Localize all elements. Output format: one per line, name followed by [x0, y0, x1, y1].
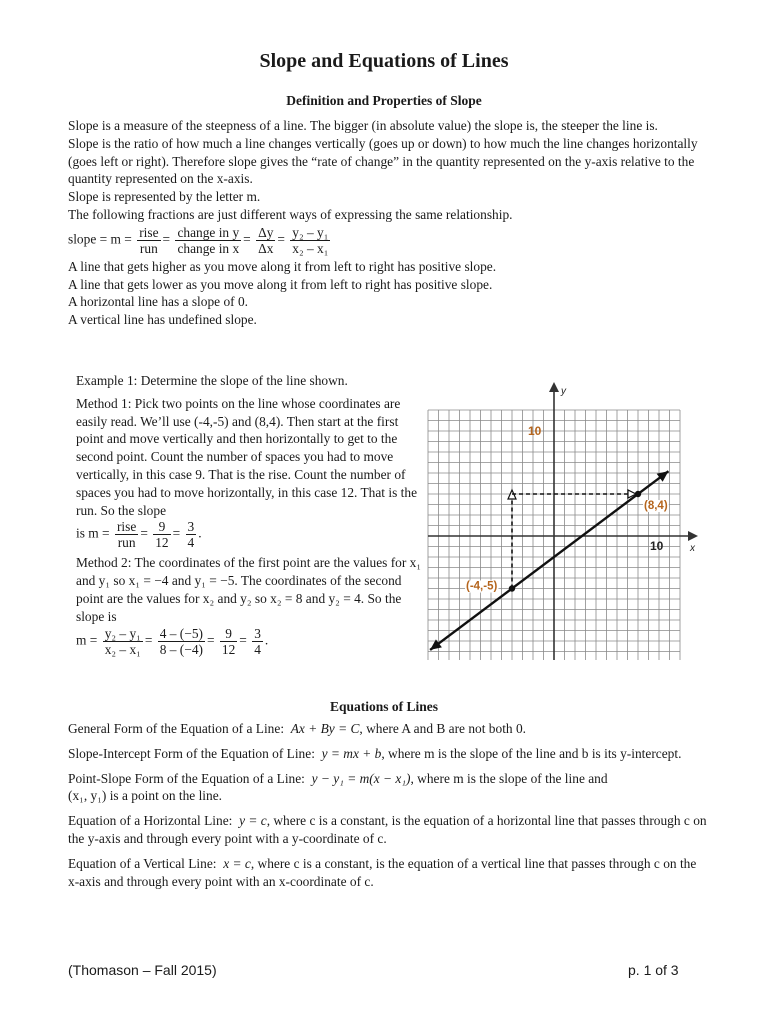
point-2 — [635, 491, 641, 497]
slope-formula: slope = m = rise run = change in y change in x = $\frac{\Delta y}{\Delta x}$ = $\frac{\text{y₂ – y₁}}{\text{x₂ – x₁}}$ — [68, 224, 329, 256]
slope-definition — [68, 117, 708, 329]
graph-marks — [430, 471, 669, 650]
footer-author: (Thomason – Fall 2015) — [68, 962, 217, 978]
section-heading-slope: Definition and Properties of Slope — [286, 93, 482, 108]
paragraph-6: A line that gets lower as you move along it from left to right has positive slope. — [68, 276, 493, 292]
paragraph-5: A line that gets higher as you move along it from left to right has positive slope. — [68, 258, 497, 274]
y-axis-label: y — [561, 386, 566, 397]
footer-page-number: p. 1 of 3 — [628, 962, 679, 978]
example-1 — [76, 372, 424, 657]
point-slope-form: Point-Slope Form of the Equation of a Line: y − y₁ = m(x − x₁), where m is the slope of the line and (x₁, y₁) is a point on the line. — [68, 770, 608, 804]
point-2-label: (8,4) — [644, 500, 668, 512]
fraction-change: change in y change in x — [177, 224, 240, 256]
point-1-label: (-4,-5) — [466, 580, 498, 593]
y-axis-arrow-icon — [549, 382, 559, 392]
paragraph-1: Slope is a measure of the steepness of a line. The bigger (in absolute value) the slope is, the steeper the line is. — [68, 118, 658, 133]
page-title: Slope and Equations of Lines — [259, 50, 509, 72]
vertical-line-equation: Equation of a Vertical Line: x = c, where c is a constant, is the equation of a vertical line that passes through c on the x-axis and through every point with an x-coordinate of c. — [68, 855, 697, 889]
paragraph-2: Slope is the ratio of how much a line changes vertically (goes up or down) to how much the line changes horizontally (goes left or right). Therefore slope gives the “rate of change” in the quantity represented on the y-axis relative to the quantity represented on the x-axis. — [68, 135, 698, 187]
horizontal-line-equation: Equation of a Horizontal Line: y = c, where c is a constant, is the equation of a horizontal line that passes through c on the y-axis and through every point with a y-coordinate of c. — [68, 813, 707, 846]
general-form: General Form of the Equation of a Line: Ax + By = C, where A and B are not both 0. — [68, 721, 526, 736]
x-axis-label: x — [690, 543, 695, 554]
section-heading-equations: Equations of Lines — [329, 699, 439, 714]
equations-list — [68, 720, 708, 890]
point-1 — [509, 585, 515, 591]
paragraph-3: Slope is represented by the letter m. — [68, 189, 261, 205]
method-2: Method 2: The coordinates of the first point are the values for x₁ and y₁ so x₁ = −4 and y₁ = −5. The coordinates of the second point are the values for x₂ and y₂ so x₂ = 8 and y₂ = 4. So the slope is — [76, 555, 422, 624]
paragraph-7: A horizontal line has a slope of 0. — [68, 294, 248, 310]
method-2-formula: m = $\frac{\text{y₂ – y₁}}{\text{x₂ – x₁}}$ = $\frac{4 - (-5)}{8 - (-4)}$ = $\frac{9}{12}$ = $\frac{3}{4}$ . — [76, 625, 269, 657]
y-tick-label: 10 — [528, 424, 542, 438]
x-axis-arrow-icon — [688, 531, 698, 541]
method-1: Method 1: Pick two points on the line whose coordinates are easily read. We’ll use (-4,-5) and (8,4). Then start at the first point and move vertically and then horizontally to get to the second point. Count the number of spaces you had to move vertically, in this case 9. That is the rise. Count the number of spaces you had to move horizontally, in this case 12. That is the run. So the slope — [76, 395, 418, 518]
fraction-coordinates: $\frac{\text{y₂ – y₁}}{\text{x₂ – x₁}}$ — [292, 224, 329, 256]
fraction-rise-run: rise run — [139, 224, 159, 256]
graph-axes — [428, 382, 698, 660]
method-1-formula: is m = rise run = $\frac{9}{12}$ = $\frac{3}{4}$ . — [76, 519, 202, 551]
slope-intercept-form: Slope-Intercept Form of the Equation of Line: y = mx + b, where m is the slope of the line and b is its y-intercept. — [68, 745, 682, 761]
paragraph-4: The following fractions are just different ways of expressing the same relationship. — [68, 206, 513, 222]
fraction-delta: $\frac{\Delta y}{\Delta x}$ — [258, 224, 274, 256]
slope-line — [430, 471, 668, 650]
example-heading: Example 1: Determine the slope of the line shown. — [76, 373, 348, 388]
paragraph-8: A vertical line has undefined slope. — [68, 312, 257, 328]
coordinate-graph — [420, 380, 700, 660]
x-tick-label: 10 — [650, 539, 664, 553]
